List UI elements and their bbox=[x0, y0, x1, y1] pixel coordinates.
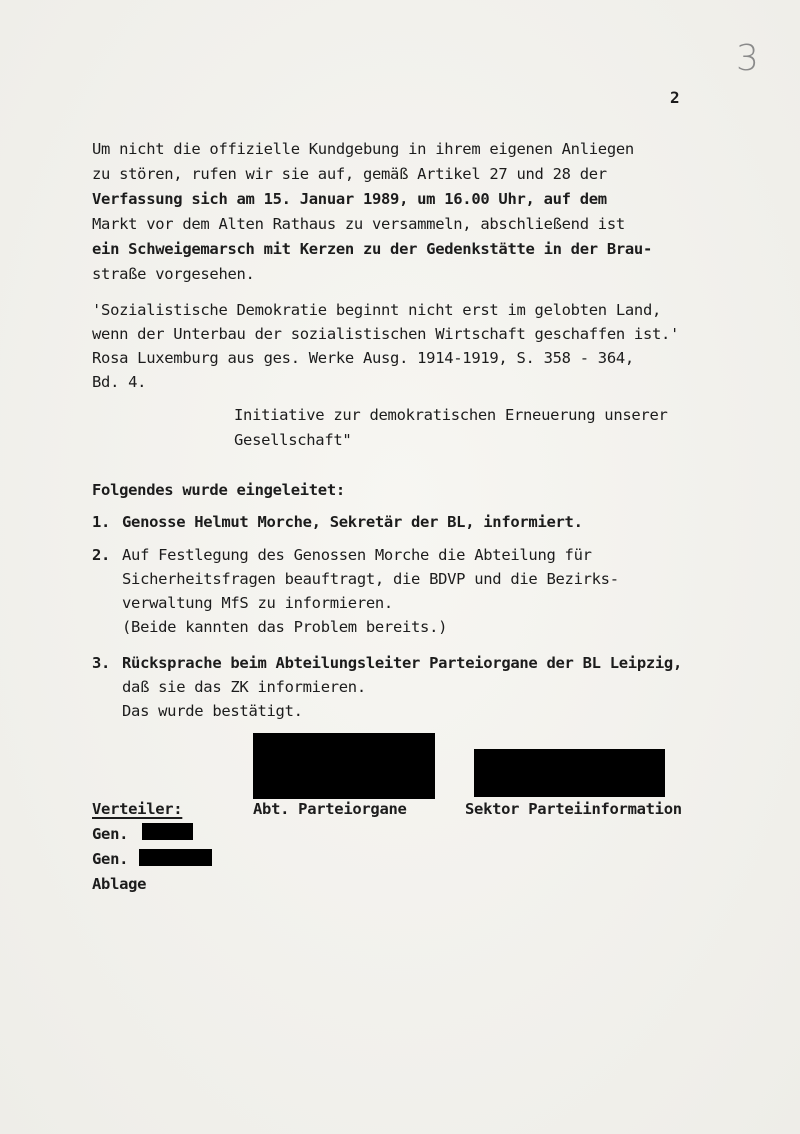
item-line: (Beide kannten das Problem bereits.) bbox=[122, 618, 448, 636]
paragraph-line: ein Schweigemarsch mit Kerzen zu der Gedenkstätte in der Brau- bbox=[92, 240, 652, 258]
paragraph-line: straße vorgesehen. bbox=[92, 265, 255, 283]
item-line: Rücksprache beim Abteilungsleiter Parteiorgane der BL Leipzig, bbox=[122, 654, 682, 672]
item-line: daß sie das ZK informieren. bbox=[122, 678, 366, 696]
signature-left-label: Abt. Parteiorgane bbox=[253, 800, 407, 818]
distribution-label: Verteiler: bbox=[92, 800, 183, 818]
redaction-block bbox=[474, 749, 665, 797]
quote-line: 'Sozialistische Demokratie beginnt nicht erst im gelobten Land, bbox=[92, 301, 662, 319]
distribution-entry: Ablage bbox=[92, 875, 147, 893]
item-number: 3. bbox=[92, 654, 111, 672]
quote-line: wenn der Unterbau der sozialistischen Wirtschaft geschaffen ist.' bbox=[92, 325, 680, 343]
quote-line: Rosa Luxemburg aus ges. Werke Ausg. 1914-1919, S. 358 - 364, bbox=[92, 349, 634, 367]
redaction-block bbox=[253, 733, 435, 799]
page-number: 2 bbox=[670, 88, 680, 107]
measures-heading: Folgendes wurde eingeleitet: bbox=[92, 481, 345, 499]
initiative-line: Gesellschaft" bbox=[234, 431, 352, 449]
item-number: 2. bbox=[92, 546, 111, 564]
redaction-block bbox=[142, 823, 193, 840]
paragraph-line: zu stören, rufen wir sie auf, gemäß Artikel 27 und 28 der bbox=[92, 165, 607, 183]
distribution-entry: Gen. bbox=[92, 825, 129, 843]
handwritten-page-number: 3 bbox=[736, 38, 759, 79]
item-line: Sicherheitsfragen beauftragt, die BDVP und die Bezirks- bbox=[122, 570, 619, 588]
item-number: 1. bbox=[92, 513, 111, 531]
paragraph-line: Verfassung sich am 15. Januar 1989, um 16.00 Uhr, auf dem bbox=[92, 190, 607, 208]
initiative-line: Initiative zur demokratischen Erneuerung unserer bbox=[234, 406, 668, 424]
item-line: verwaltung MfS zu informieren. bbox=[122, 594, 393, 612]
quote-line: Bd. 4. bbox=[92, 373, 147, 391]
item-line: Auf Festlegung des Genossen Morche die Abteilung für bbox=[122, 546, 592, 564]
paragraph-line: Um nicht die offizielle Kundgebung in ihrem eigenen Anliegen bbox=[92, 140, 634, 158]
item-line: Genosse Helmut Morche, Sekretär der BL, informiert. bbox=[122, 513, 583, 531]
distribution-entry: Gen. bbox=[92, 850, 129, 868]
signature-right-label: Sektor Parteiinformation bbox=[465, 800, 682, 818]
redaction-block bbox=[139, 849, 212, 866]
paragraph-line: Markt vor dem Alten Rathaus zu versammeln, abschließend ist bbox=[92, 215, 625, 233]
item-line: Das wurde bestätigt. bbox=[122, 702, 303, 720]
